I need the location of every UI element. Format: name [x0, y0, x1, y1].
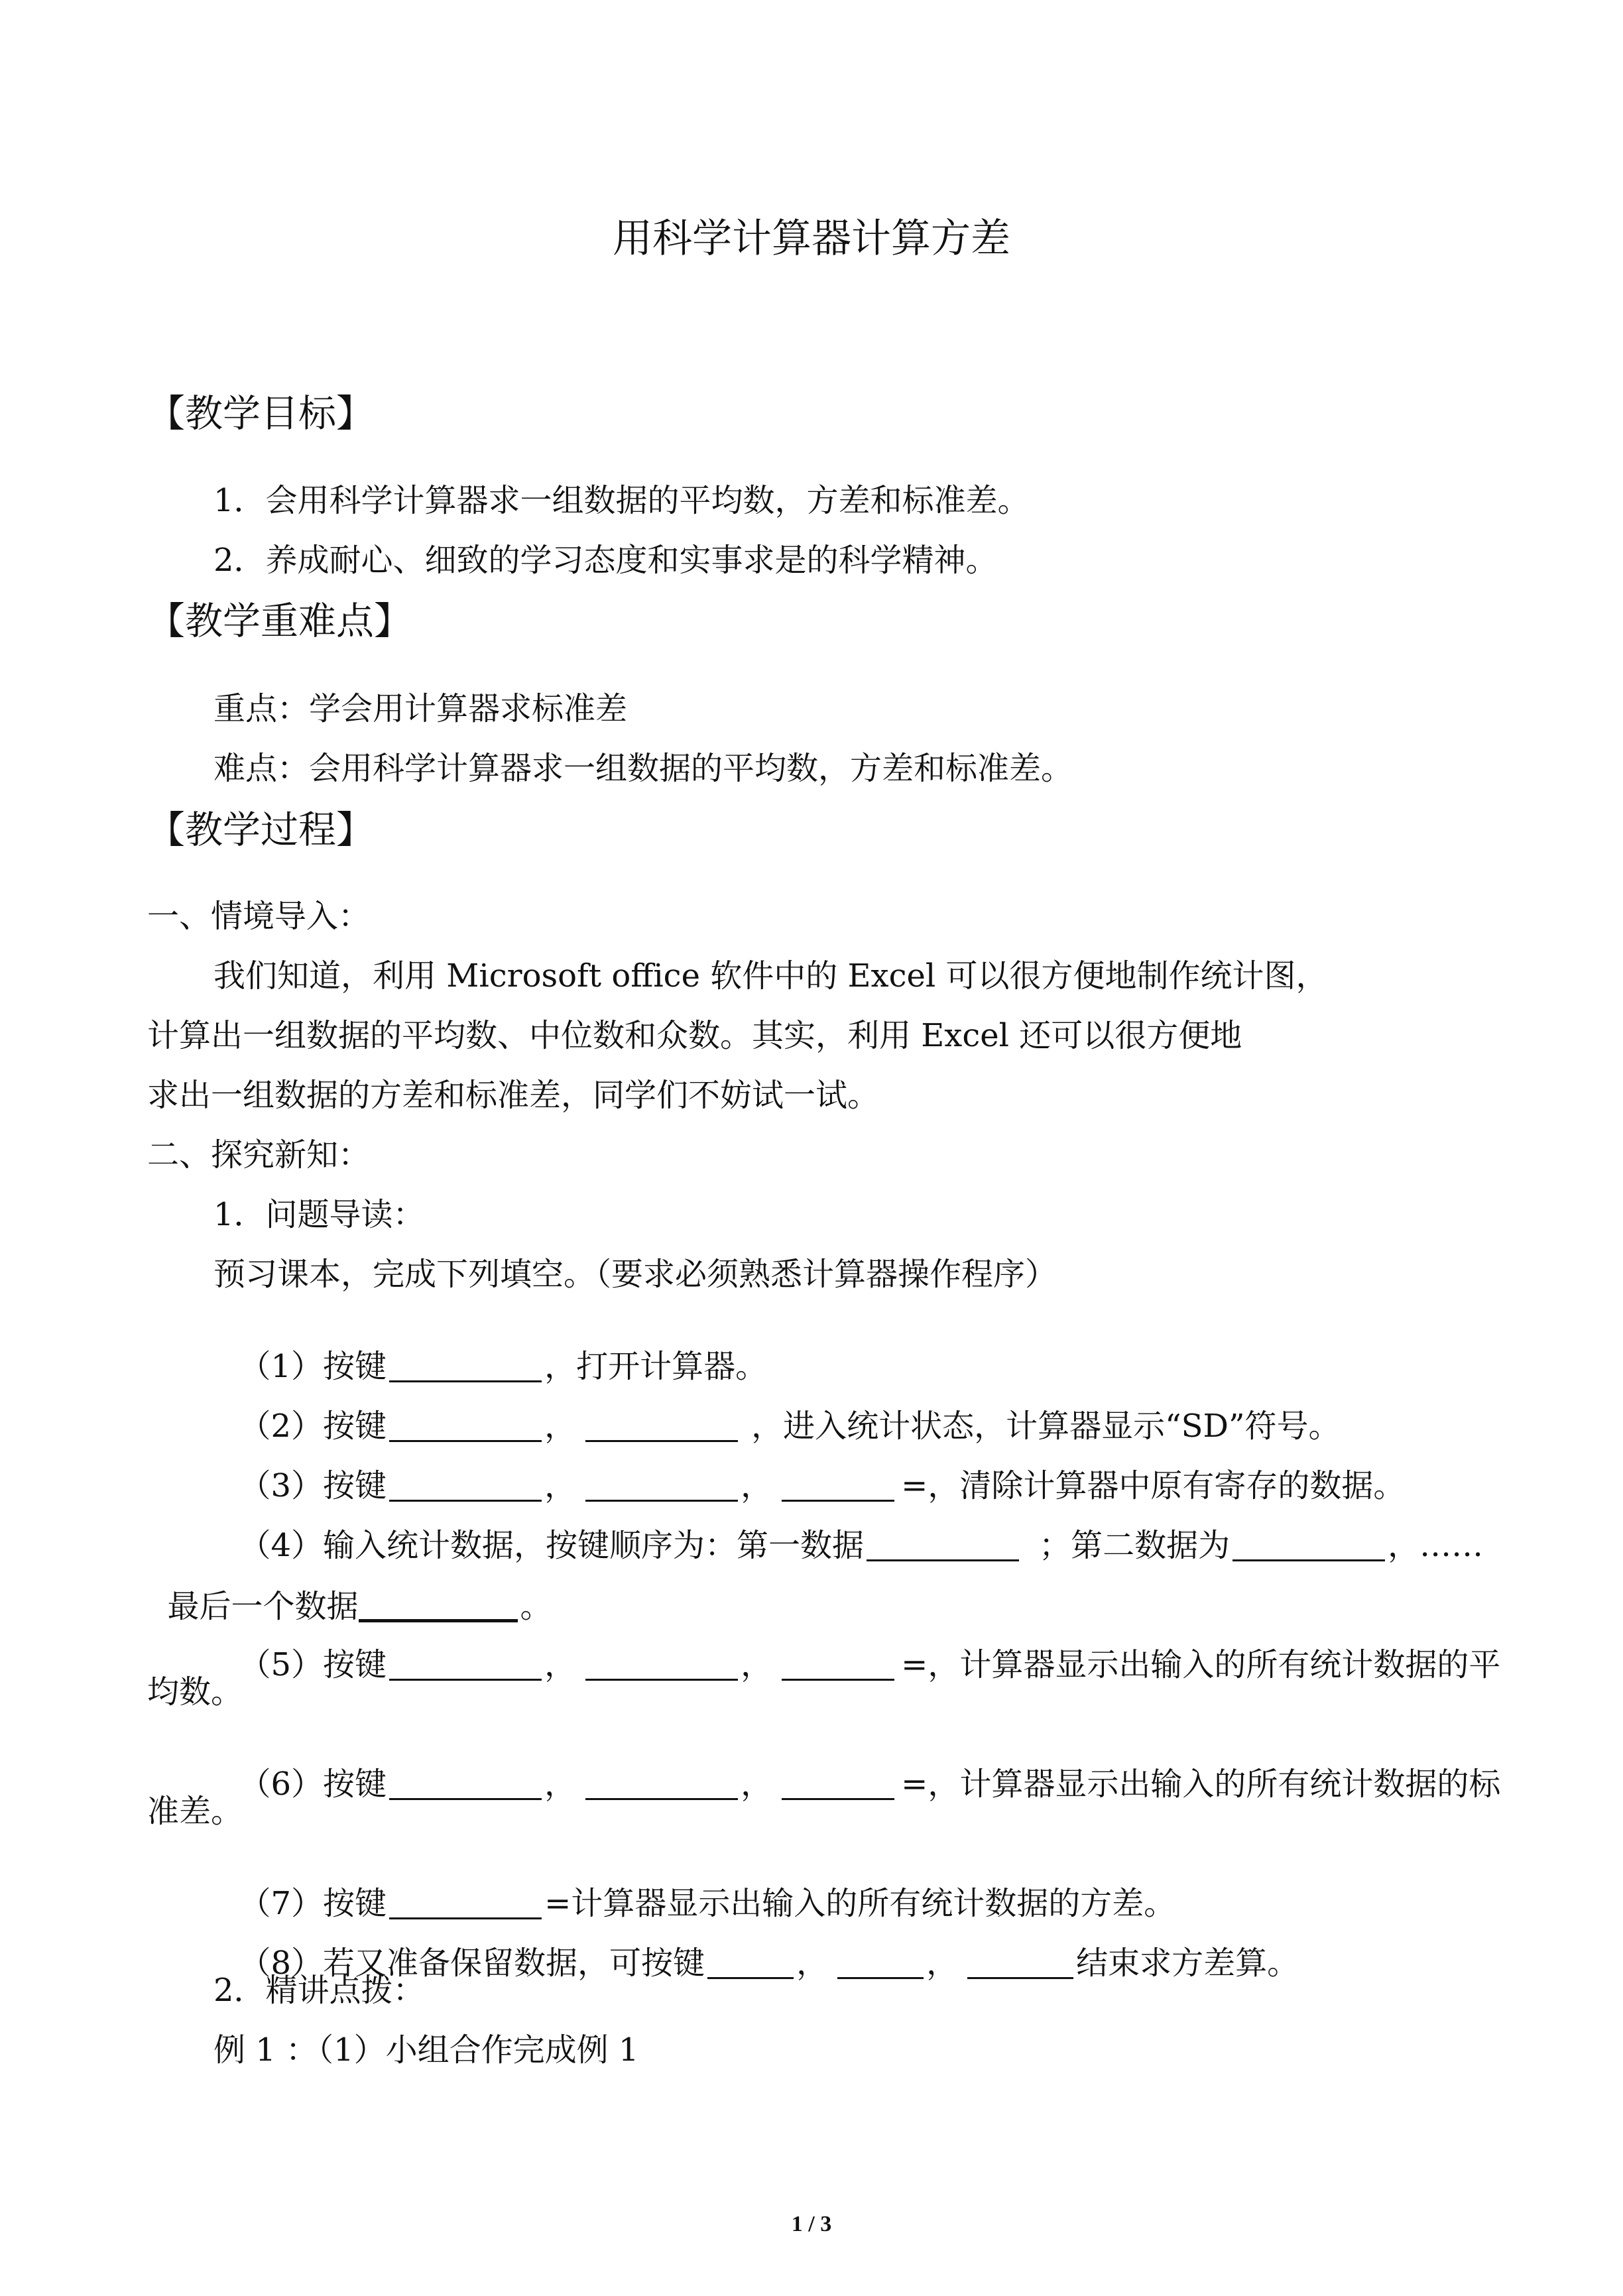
answer-blank[interactable] — [389, 1768, 542, 1800]
heading-process: 【教学过程】 — [147, 808, 374, 852]
item-4-text-mid: ；第二数据为 — [1039, 1527, 1231, 1564]
page-number: 1 / 3 — [791, 2212, 832, 2236]
item-8 — [219, 1915, 1299, 1982]
answer-blank[interactable] — [585, 1648, 738, 1681]
item-4-cont-text: 最后一个数据 — [167, 1588, 359, 1625]
item-6-text-end: =，计算器显示出输入的所有统计数据的标 — [901, 1766, 1501, 1803]
answer-blank[interactable] — [389, 1648, 542, 1681]
item-4-text-end: ，…… — [1388, 1527, 1484, 1564]
objective-2: 2．养成耐心、细致的学习态度和实事求是的科学精神。 — [213, 542, 998, 579]
key-point: 重点：学会用计算器求标准差 — [213, 690, 628, 727]
answer-blank[interactable] — [1232, 1529, 1385, 1561]
separator: ， — [926, 1945, 959, 1982]
item-8-text: （8）若又准备保留数据，可按键 — [239, 1945, 705, 1982]
answer-blank[interactable] — [585, 1768, 738, 1800]
answer-blank[interactable] — [967, 1947, 1073, 1979]
intro-line-2: 计算出一组数据的平均数、中位数和众数。其实，利用 Excel 还可以很方便地 — [147, 1017, 1242, 1054]
separator: ， — [544, 1408, 577, 1445]
item-3-text-end: =，清除计算器中原有寄存的数据。 — [901, 1467, 1406, 1504]
sub-heading-explain: 2．精讲点拨： — [213, 1972, 425, 2009]
item-3 — [219, 1437, 1405, 1502]
example-1: 例 1 ：（1）小组合作完成例 1 — [213, 2031, 639, 2069]
answer-blank[interactable] — [782, 1768, 894, 1800]
separator: ， — [544, 1646, 577, 1683]
item-2-text: （2）按键 — [239, 1408, 387, 1445]
item-5 — [219, 1616, 1500, 1681]
item-4 — [219, 1497, 1484, 1564]
instruction: 预习课本，完成下列填空。（要求必须熟悉计算器操作程序） — [213, 1256, 1057, 1293]
objective-1: 1．会用科学计算器求一组数据的平均数，方差和标准差。 — [213, 482, 1030, 519]
answer-blank[interactable] — [707, 1947, 794, 1979]
item-5-continued: 均数。 — [147, 1673, 243, 1711]
item-7-text: （7）按键 — [239, 1885, 387, 1922]
item-2 — [219, 1378, 1341, 1445]
answer-blank[interactable] — [867, 1529, 1019, 1561]
intro-line-3: 求出一组数据的方差和标准差，同学们不妨试一试。 — [147, 1077, 880, 1114]
item-6-continued: 准差。 — [147, 1793, 243, 1830]
item-3-text: （3）按键 — [239, 1467, 387, 1504]
separator: ， — [544, 1766, 577, 1803]
item-5-text: （5）按键 — [239, 1646, 387, 1683]
separator: ， — [741, 1646, 773, 1683]
item-2-text-end: ，进入统计状态，计算器显示“SD”符号。 — [751, 1408, 1341, 1445]
item-7 — [219, 1855, 1176, 1922]
item-4-cont-end: 。 — [520, 1588, 552, 1625]
sub-heading-reading: 1．问题导读： — [213, 1196, 425, 1233]
item-4-continued — [147, 1557, 552, 1625]
separator: ， — [796, 1945, 829, 1982]
answer-blank[interactable] — [837, 1947, 924, 1979]
difficult-point: 难点：会用科学计算器求一组数据的平均数，方差和标准差。 — [213, 750, 1073, 787]
item-7-text-end: =计算器显示出输入的所有统计数据的方差。 — [544, 1885, 1176, 1922]
item-1-text-end: ，打开计算器。 — [544, 1348, 768, 1385]
intro-heading: 一、情境导入： — [147, 898, 371, 935]
intro-line-1: 我们知道，利用 Microsoft office 软件中的 Excel 可以很方便地制作统计图， — [213, 957, 1328, 995]
item-1-text: （1）按键 — [239, 1348, 387, 1385]
heading-objectives: 【教学目标】 — [147, 392, 374, 436]
item-6-text: （6）按键 — [239, 1766, 387, 1803]
item-4-text: （4）输入统计数据，按键顺序为：第一数据 — [239, 1527, 865, 1564]
heading-keypoints: 【教学重难点】 — [147, 599, 412, 643]
item-5-text-end: =，计算器显示出输入的所有统计数据的平 — [901, 1646, 1501, 1683]
separator: ， — [544, 1467, 577, 1504]
explore-heading: 二、探究新知： — [147, 1136, 371, 1174]
answer-blank[interactable] — [782, 1648, 894, 1681]
item-8-text-end: 结束求方差算。 — [1076, 1945, 1299, 1982]
separator: ， — [741, 1467, 773, 1504]
page-title: 用科学计算器计算方差 — [613, 215, 1010, 262]
item-6 — [219, 1736, 1501, 1803]
separator: ， — [741, 1766, 773, 1803]
item-1 — [219, 1318, 768, 1385]
